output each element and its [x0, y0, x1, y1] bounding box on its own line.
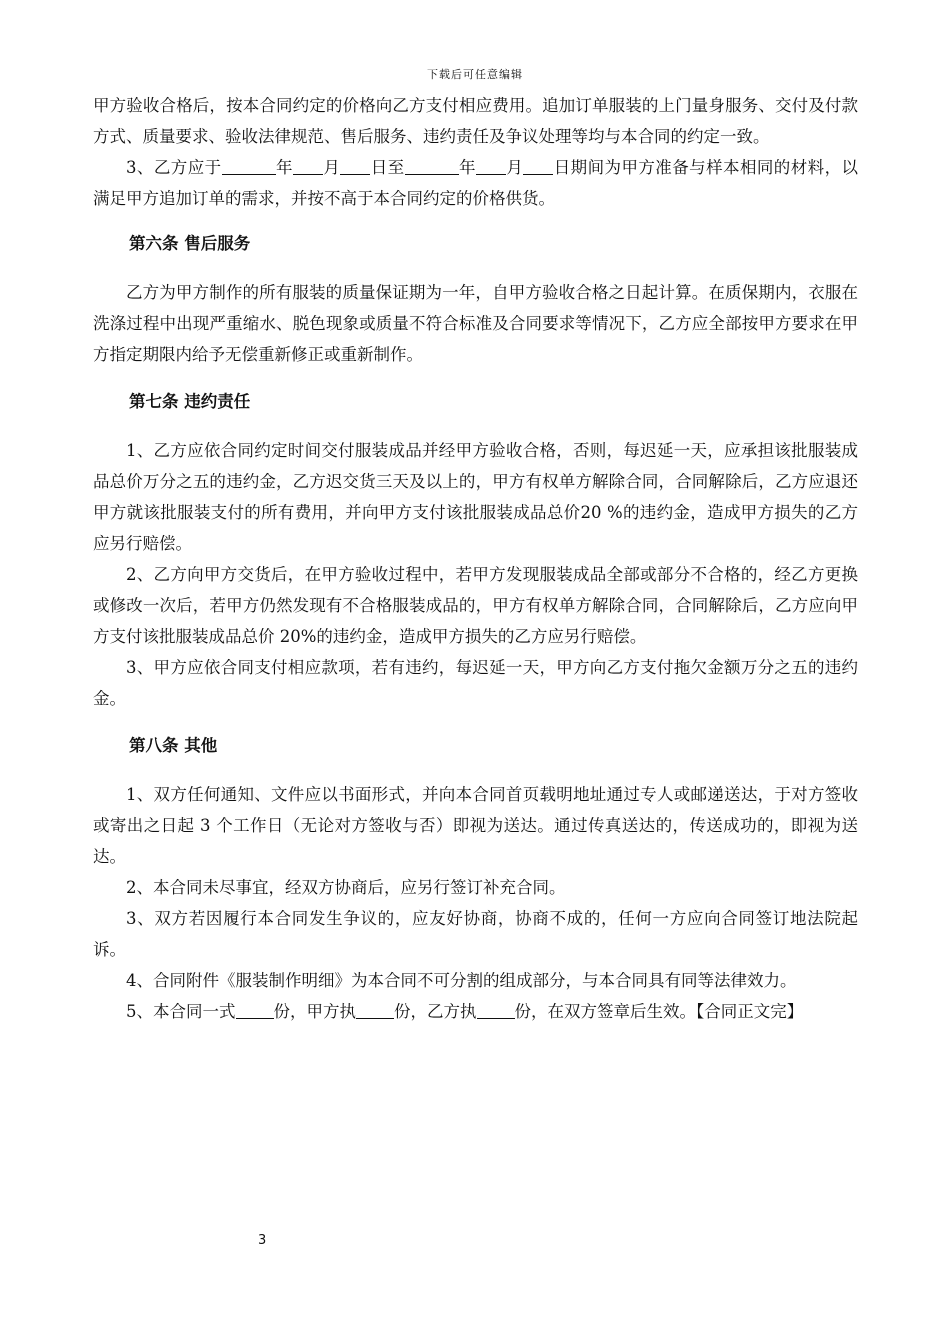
blank-copies-party-a	[356, 1002, 394, 1020]
blank-copies-total	[236, 1002, 274, 1020]
article8-title: 第八条 其他	[129, 736, 218, 755]
page-header: 下载后可任意编辑	[427, 68, 523, 81]
blank-year-1	[222, 158, 276, 176]
article7-clause-1: 1、乙方应依合同约定时间交付服装成品并经甲方验收合格，否则，每迟延一天，应承担该批服装成品总价万分之五的违约金，乙方迟交货三天及以上的，甲方有权单方解除合同，合同解除后，乙方应退还甲方就该批服装支付的所有费用，并向甲方支付该批服装成品总价20 %的违约金，造成甲方损失的乙方应另行赔偿。	[93, 441, 858, 553]
article7-clause-3: 3、甲方应依合同支付相应款项，若有违约，每迟延一天，甲方向乙方支付拖欠金额万分之五的违约金。	[93, 658, 858, 708]
blank-day-1	[340, 158, 370, 176]
article6-paragraph: 乙方为甲方制作的所有服装的质量保证期为一年，自甲方验收合格之日起计算。在质保期内，衣服在洗涤过程中出现严重缩水、脱色现象或质量不符合标准及合同要求等情况下，乙方应全部按甲方要求在甲方指定期限内给予无偿重新修正或重新制作。	[93, 283, 858, 364]
article7-title: 第七条 违约责任	[129, 392, 251, 411]
blank-year-2	[405, 158, 459, 176]
article5-clause-3: 3、乙方应于 年 月 日至 年 月 日期间为甲方准备与样本相同的材料，以满足甲方追加订单的需求，并按不高于本合同约定的价格供货。	[93, 158, 859, 208]
document-body	[93, 90, 858, 1027]
blank-month-1	[293, 158, 323, 176]
article8-clause-1: 1、双方任何通知、文件应以书面形式，并向本合同首页载明地址通过专人或邮递送达，于对方签收或寄出之日起 3 个工作日（无论对方签收与否）即视为送达。通过传真送达的，传送成功的，即视为送达。	[93, 785, 858, 866]
blank-copies-party-b	[477, 1002, 515, 1020]
page-number: 3	[258, 1233, 267, 1248]
article8-clause-3: 3、双方若因履行本合同发生争议的，应友好协商，协商不成的，任何一方应向合同签订地法院起诉。	[93, 909, 858, 959]
blank-day-2	[523, 158, 553, 176]
article8-clause-5: 5、本合同一式 份，甲方执 份，乙方执 份，在双方签章后生效。【合同正文完】	[126, 1002, 804, 1021]
article6-title: 第六条 售后服务	[129, 234, 251, 253]
article5-paragraph-cont: 甲方验收合格后，按本合同约定的价格向乙方支付相应费用。追加订单服装的上门量身服务、交付及付款方式、质量要求、验收法律规范、售后服务、违约责任及争议处理等均与本合同的约定一致。	[93, 96, 858, 146]
article8-clause-2: 2、本合同未尽事宜，经双方协商后，应另行签订补充合同。	[126, 878, 566, 897]
article8-clause-4: 4、合同附件《服装制作明细》为本合同不可分割的组成部分，与本合同具有同等法律效力。	[126, 971, 797, 990]
blank-month-2	[476, 158, 506, 176]
article7-clause-2: 2、乙方向甲方交货后，在甲方验收过程中，若甲方发现服装成品全部或部分不合格的，经乙方更换或修改一次后，若甲方仍然发现有不合格服装成品的，甲方有权单方解除合同，合同解除后，乙方应向甲方支付该批服装成品总价 20%的违约金，造成甲方损失的乙方应另行赔偿。	[93, 565, 858, 646]
